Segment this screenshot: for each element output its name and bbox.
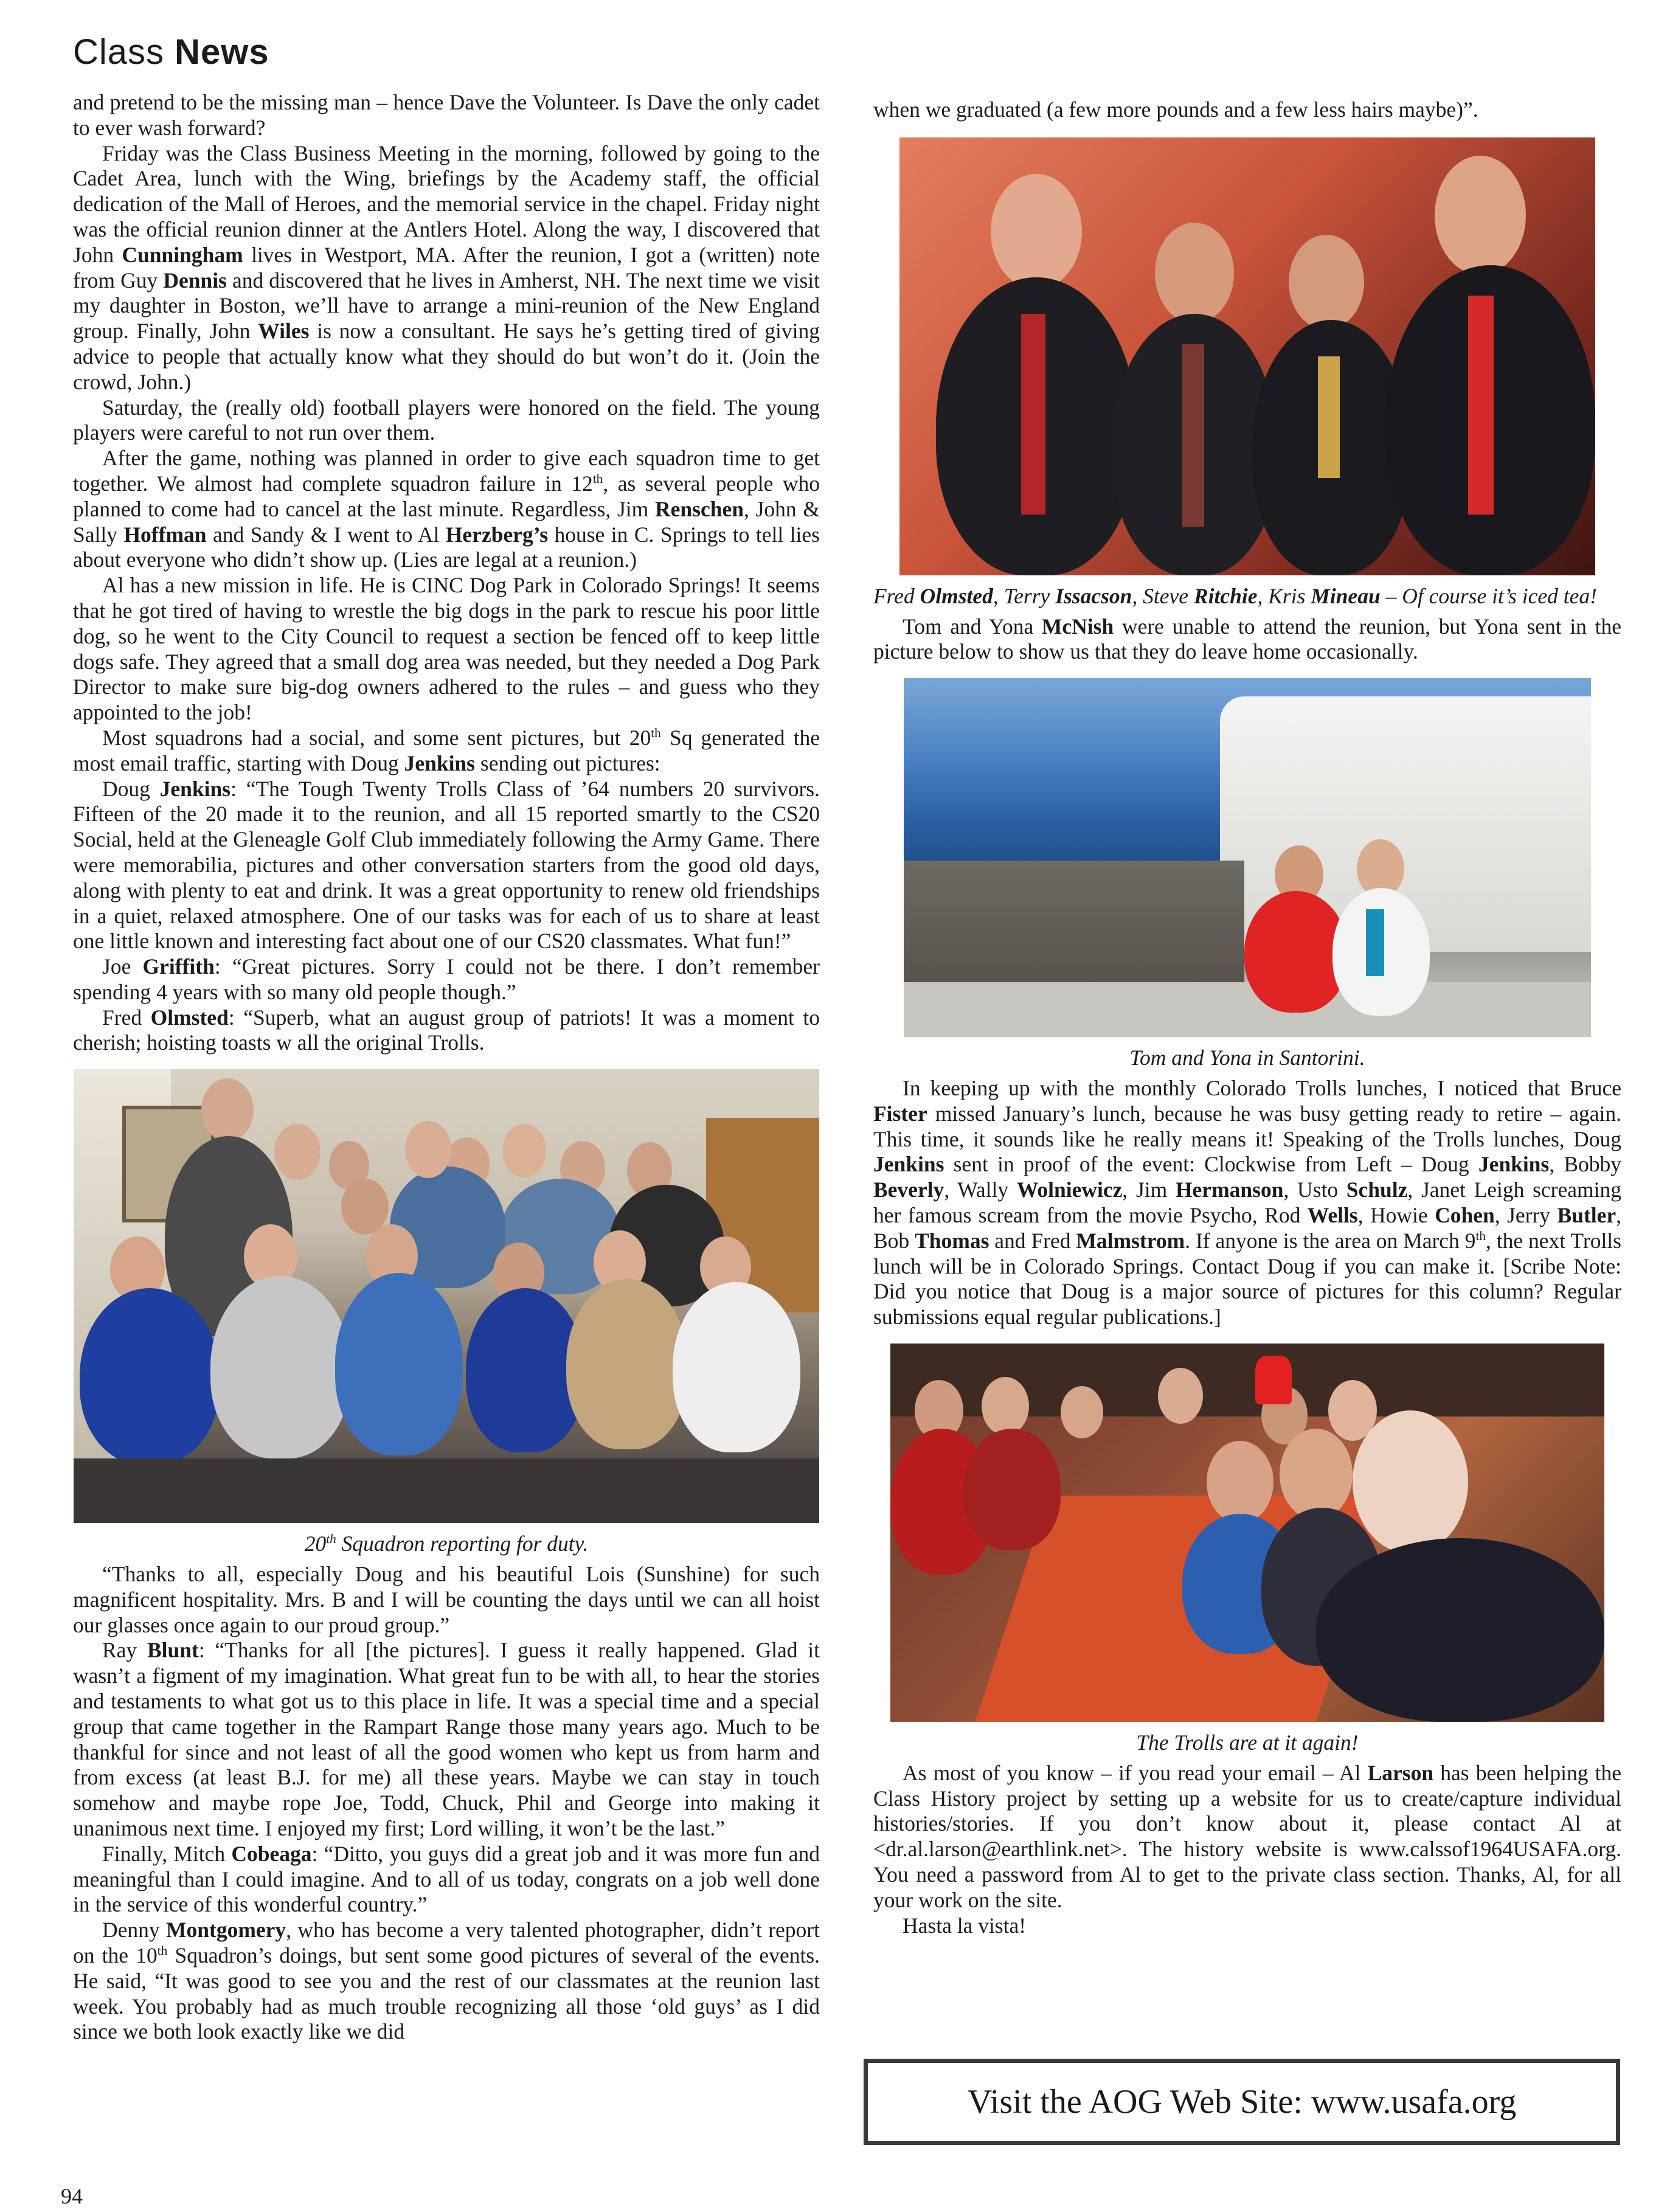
figure-santorini xyxy=(873,678,1621,1071)
photo-four-men xyxy=(899,137,1595,575)
paragraph: Most squadrons had a social, and some sent pictures, but 20th Sq generated the most email traffic, starting with Doug Jenkins sending out pictures: xyxy=(73,725,820,775)
photo-trolls-lunch xyxy=(890,1343,1604,1722)
paragraph: Tom and Yona McNish were unable to attend the reunion, but Yona sent in the picture below to show us that they do leave home occasionally. xyxy=(873,614,1621,664)
paragraph: Doug Jenkins: “The Tough Twenty Trolls Class of ’64 numbers 20 survivors. Fifteen of the 20 made it to the reunion, and all 15 reported smartly to the CS20 Social, held at the Gleneagle Golf Club immediately following the Army Game. There were memorabilia, pictures and other conversation starters from the good old days, along with plenty to eat and drink. It was a great opportunity to renew old friendships in a quiet, relaxed atmosphere. One of our tasks was for each of us to share at least one little known and interesting fact about one of our CS20 classmates. What fun!” xyxy=(73,776,820,954)
section-header xyxy=(73,32,269,72)
paragraph: Fred Olmsted: “Superb, what an august group of patriots! It was a moment to cherish; hoisting toasts w all the original Trolls. xyxy=(73,1005,820,1055)
header-news: News xyxy=(175,32,269,72)
aog-ad-box xyxy=(864,2059,1620,2145)
caption-trolls: The Trolls are at it again! xyxy=(1136,1730,1359,1755)
photo-santorini xyxy=(904,678,1591,1037)
figure-four-men xyxy=(873,137,1621,609)
paragraph: Saturday, the (really old) football players were honored on the field. The young players were careful to not run over them. xyxy=(73,395,820,445)
paragraph: After the game, nothing was planned in order to give each squadron time to get together. We almost had complete squadron failure in 12th, as several people who planned to come had to cancel at the last minute. Regardless, Jim Renschen, John & Sally Hoffman and Sandy & I went to Al Herzberg’s house in C. Springs to tell lies about everyone who didn’t show up. (Lies are legal at a reunion.) xyxy=(73,446,820,572)
paragraph: Denny Montgomery, who has become a very talented photographer, didn’t report on the 10th Squadron’s doings, but sent some good pictures of several of the events. He said, “It was good to see you and the rest of our classmates at the reunion last week. You probably had as much trouble recognizing all those ‘old guys’ as I did since we both look exactly like we did xyxy=(73,1918,820,2044)
paragraph: Ray Blunt: “Thanks for all [the pictures]. I guess it really happened. Glad it wasn’t a figment of my imagination. What great fun to be with all, to hear the stories and testaments to what got us to this place in life. It was a special time and a special group that came together in the Rampart Range those many years ago. Much to be thankful for since and not least of all the good women who kept us from harm and from excess (at least B.J. for me) all these years. Maybe we can stay in touch somehow and maybe rope Joe, Todd, Chuck, Phil and George into making it unanimous next time. I enjoyed my first; Lord willing, it won’t be the last.” xyxy=(73,1638,820,1841)
paragraph: In keeping up with the monthly Colorado Trolls lunches, I noticed that Bruce Fister missed January’s lunch, because he was busy getting ready to retire – again. This time, it sounds like he really means it! Speaking of the Trolls lunches, Doug Jenkins sent in proof of the event: Clockwise from Left – Doug Jenkins, Bobby Beverly, Wally Wolniewicz, Jim Hermanson, Usto Schulz, Janet Leigh screaming her famous scream from the movie Psycho, Rod Wells, Howie Cohen, Jerry Butler, Bob Thomas and Fred Malmstrom. If anyone is the area on March 9th, the next Trolls lunch will be in Colorado Springs. Contact Doug if you can make it. [Scribe Note: Did you notice that Doug is a major source of pictures for this column? Regular submissions equal regular publications.] xyxy=(873,1075,1622,1330)
paragraph: Al has a new mission in life. He is CINC Dog Park in Colorado Springs! It seems that he got tired of having to wrestle the big dogs in the park to rescue his poor little dog, so he went to the City Council to request a section be fenced off to keep little dogs safe. They agreed that a small dog area was needed, but they needed a Dog Park Director to make sure big-dog owners adhered to the rules – and guess who they appointed to the job! xyxy=(73,573,820,725)
figure-squadron xyxy=(73,1069,820,1557)
paragraph: Friday was the Class Business Meeting in the morning, followed by going to the Cadet Area, lunch with the Wing, briefings by the Academy staff, the official dedication of the Mall of Heroes, and the memorial service in the chapel. Friday night was the official reunion dinner at the Antlers Hotel. Along the way, I discovered that John Cunningham lives in Westport, MA. After the reunion, I got a (written) note from Guy Dennis and discovered that he lives in Amherst, NH. The next time we visit my daughter in Boston, we’ll have to arrange a mini-reunion of the New England group. Finally, John Wiles is now a consultant. He says he’s getting tired of giving advice to people that actually know what they should do but won’t do it. (Join the crowd, John.) xyxy=(73,140,820,394)
right-column xyxy=(873,97,1621,1938)
header-class: Class xyxy=(73,32,175,72)
caption-squadron: 20th Squadron reporting for duty. xyxy=(304,1531,589,1556)
paragraph: Hasta la vista! xyxy=(903,1913,1027,1938)
paragraph: and pretend to be the missing man – hence Dave the Volunteer. Is Dave the only cadet to ever wash forward? xyxy=(73,90,820,140)
figure-trolls xyxy=(873,1343,1621,1756)
photo-20th-squadron xyxy=(74,1069,819,1523)
caption-santorini: Tom and Yona in Santorini. xyxy=(1129,1045,1365,1070)
paragraph: Finally, Mitch Cobeaga: “Ditto, you guys did a great job and it was more fun and meaningful than I could imagine. And to all of us today, congrats on a job well done in the service of this wonderful country.” xyxy=(73,1841,820,1917)
left-column xyxy=(73,90,820,2045)
aog-ad-text: Visit the AOG Web Site: www.usafa.org xyxy=(967,2083,1517,2121)
paragraph: “Thanks to all, especially Doug and his beautiful Lois (Sunshine) for such magnificent hospitality. Mrs. B and I will be counting the days until we can all hoist our glasses once again to our proud group.” xyxy=(73,1562,820,1637)
page-number: 94 xyxy=(61,2184,83,2208)
paragraph: As most of you know – if you read your email – Al Larson has been helping the Class History project by setting up a website for us to create/capture individual histories/stories. If you don’t know about it, please contact Al at <dr.al.larson@earthlink.net>. The history website is www.calssof1964USAFA.org. You need a password from Al to get to the private class section. Thanks, Al, for all your work on the site. xyxy=(873,1760,1622,1912)
paragraph: Joe Griffith: “Great pictures. Sorry I could not be there. I don’t remember spending 4 years with so many old people though.” xyxy=(73,954,820,1004)
caption-four-men: Fred Olmsted, Terry Issacson, Steve Ritchie, Kris Mineau – Of course it’s iced tea! xyxy=(873,583,1597,608)
paragraph: when we graduated (a few more pounds and a few less hairs maybe)”. xyxy=(873,97,1478,122)
